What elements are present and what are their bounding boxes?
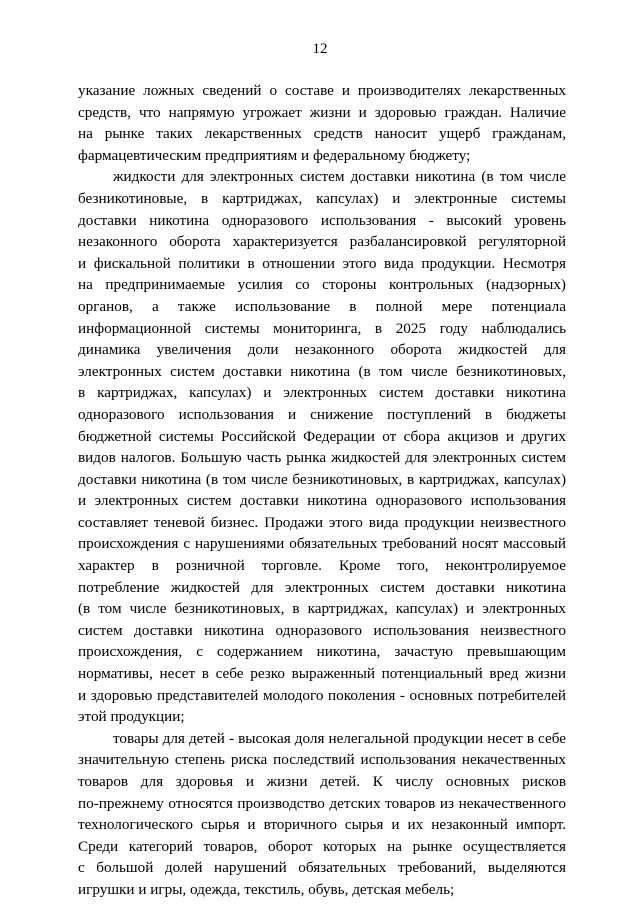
paragraph — [78, 728, 566, 901]
text-line: характер в розничной торговле. Кроме того, неконтролируемое — [78, 557, 566, 575]
text-line: значительную степень риска последствий использования некачественных — [78, 751, 566, 769]
text-line: по-прежнему относятся производство детских товаров из некачественного — [78, 794, 566, 812]
page-number: 12 — [312, 41, 328, 57]
text-line: доставки никотина (в том числе безникотиновых, в картриджах, капсулах) — [78, 470, 566, 488]
text-line: доставки никотина одноразового использования - высокий уровень — [78, 211, 566, 229]
document-body — [78, 80, 566, 901]
text-line: информационной системы мониторинга, в 2025 году наблюдались — [78, 319, 566, 337]
text-line: незаконного оборота характеризуется разбалансировкой регуляторной — [78, 233, 566, 251]
text-line: динамика увеличения доли незаконного оборота жидкостей для — [78, 341, 566, 359]
paragraph — [78, 166, 566, 727]
text-line: с большой долей нарушений обязательных требований, выделяются — [78, 859, 566, 877]
text-line: средств, что напрямую угрожает жизни и здоровью граждан. Наличие — [78, 103, 566, 121]
text-line: происхождения, с содержанием никотина, зачастую превышающим — [78, 643, 566, 661]
text-line: товаров для здоровья и жизни детей. К числу основных рисков — [78, 773, 566, 790]
text-line: фармацевтическим предприятиям и федеральному бюджету; — [78, 146, 471, 164]
text-line: Среди категорий товаров, оборот которых на рынке осуществляется — [78, 837, 566, 855]
text-line: и фискальной политики в отношении этого вида продукции. Несмотря — [78, 254, 566, 272]
text-line: видов налогов. Большую часть рынка жидкостей для электронных систем — [78, 449, 566, 467]
text-line: составляет теневой бизнес. Продажи этого вида продукции неизвестного — [78, 513, 566, 531]
text-line: на предпринимаемые усилия со стороны контрольных (надзорных) — [78, 276, 566, 294]
text-line: нормативы, несет в себе резко выраженный потенциальный вред жизни — [78, 665, 566, 683]
text-line: товары для детей - высокая доля нелегальной продукции несет в себе — [113, 729, 566, 747]
text-line: игрушки и игры, одежда, текстиль, обувь, детская мебель; — [78, 880, 455, 898]
text-line: органов, а также использование в полной мере потенциала — [78, 297, 566, 315]
text-line: на рынке таких лекарственных средств наносит ущерб гражданам, — [78, 125, 566, 143]
text-line: безникотиновые, в картриджах, капсулах) и электронные системы — [78, 189, 566, 207]
text-line: электронных систем доставки никотина (в том числе безникотиновых, — [78, 362, 566, 380]
text-line: указание ложных сведений о составе и производителях лекарственных — [78, 82, 566, 99]
text-line: систем доставки никотина одноразового использования неизвестного — [78, 621, 566, 639]
text-line: и электронных систем доставки никотина одноразового использования — [78, 492, 566, 510]
text-line: происхождения с нарушениями обязательных требований носят массовый — [78, 535, 566, 553]
text-line: бюджетной системы Российской Федерации от сбора акцизов и других — [78, 427, 566, 445]
text-line: и здоровью представителей молодого поколения - основных потребителей — [78, 686, 566, 704]
text-line: этой продукции; — [78, 708, 185, 726]
text-line: потребление жидкостей для электронных систем доставки никотина — [78, 578, 566, 596]
text-line: технологического сырья и вторичного сырья и их незаконный импорт. — [78, 816, 566, 834]
text-line: жидкости для электронных систем доставки никотина (в том числе — [113, 168, 566, 186]
text-line: в картриджах, капсулах) и электронных систем доставки никотина — [78, 384, 566, 402]
paragraph — [78, 80, 566, 166]
text-line: (в том числе безникотиновых, в картриджах, капсулах) и электронных — [78, 600, 566, 618]
text-line: одноразового использования и снижение поступлений в бюджеты — [78, 405, 566, 423]
